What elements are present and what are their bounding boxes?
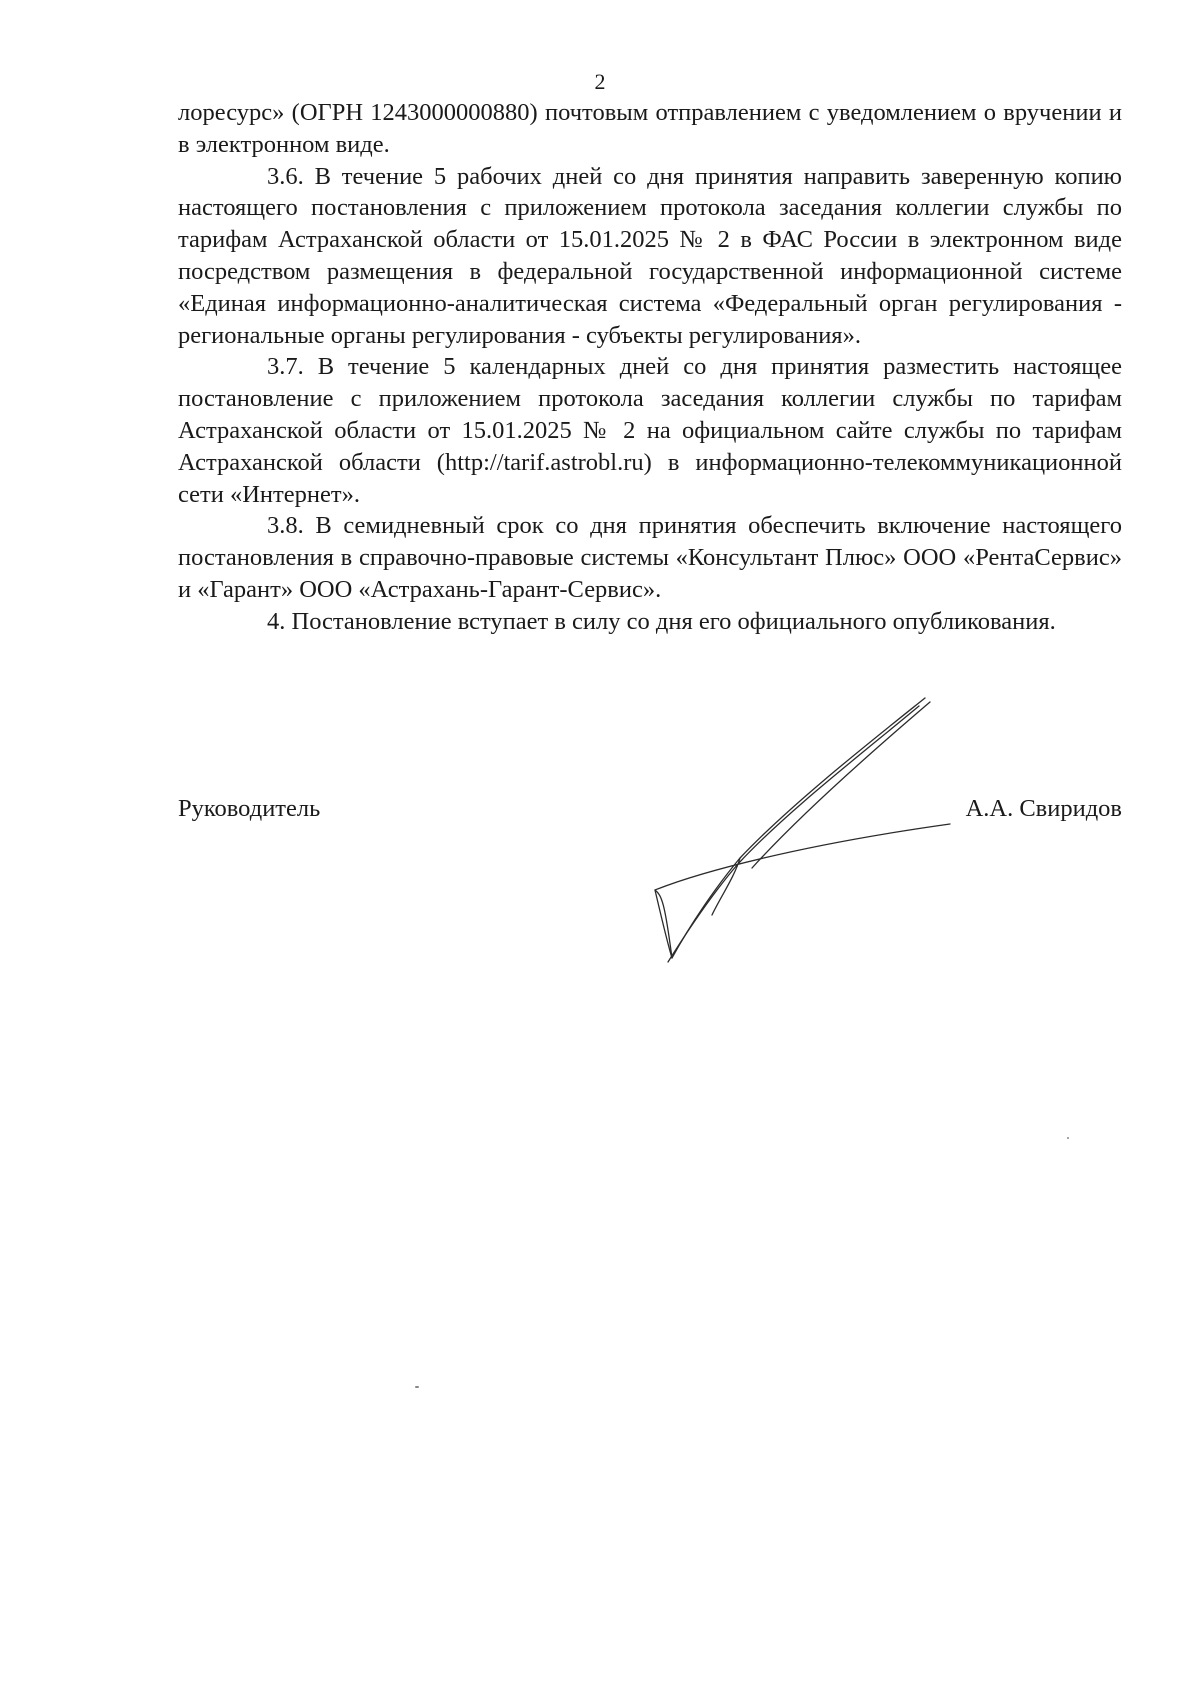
scan-speck: [1067, 1137, 1069, 1139]
paragraph-3-8: 3.8. В семидневный срок со дня принятия обеспечить включение настоящего постановления в справочно-правовые системы «Консультант Плюс» ООО «РентаСервис» и «Гарант» ООО «Астрахань-Гарант-Сервис».: [178, 512, 1122, 603]
signatory-name: А.А. Свиридов: [965, 795, 1122, 822]
paragraph-3-6: 3.6. В течение 5 рабочих дней со дня принятия направить заверенную копию настоящего постановления с приложением протокола заседания коллегии службы по тарифам Астраханской области от 15.01.2025 № 2 в ФАС России в электронном виде посредством размещения в федеральной государственной информационной системе «Единая информационно-аналитическая система «Федеральный орган регулирования - региональные органы регулирования - субъекты регулирования».: [178, 162, 1122, 349]
paragraph-4: 4. Постановление вступает в силу со дня его официального опубликования.: [267, 607, 1056, 635]
signatory-title: Руководитель: [178, 795, 321, 822]
page-number: 2: [594, 69, 606, 94]
document-body: [178, 97, 1122, 638]
scan-speck: [415, 1386, 419, 1388]
paragraph-continuation: лоресурс» (ОГРН 1243000000880) почтовым отправлением с уведомлением о вручении и в электронном виде.: [178, 99, 1122, 158]
paragraph-3-7: 3.7. В течение 5 календарных дней со дня принятия разместить настоящее постановление с приложением протокола заседания коллегии службы по тарифам Астраханской области от 15.01.2025 № 2 на официальном сайте службы по тарифам Астраханской области (http://tarif.astrobl.ru) в информационно-телекоммуникационной сети «Интернет».: [178, 353, 1122, 508]
